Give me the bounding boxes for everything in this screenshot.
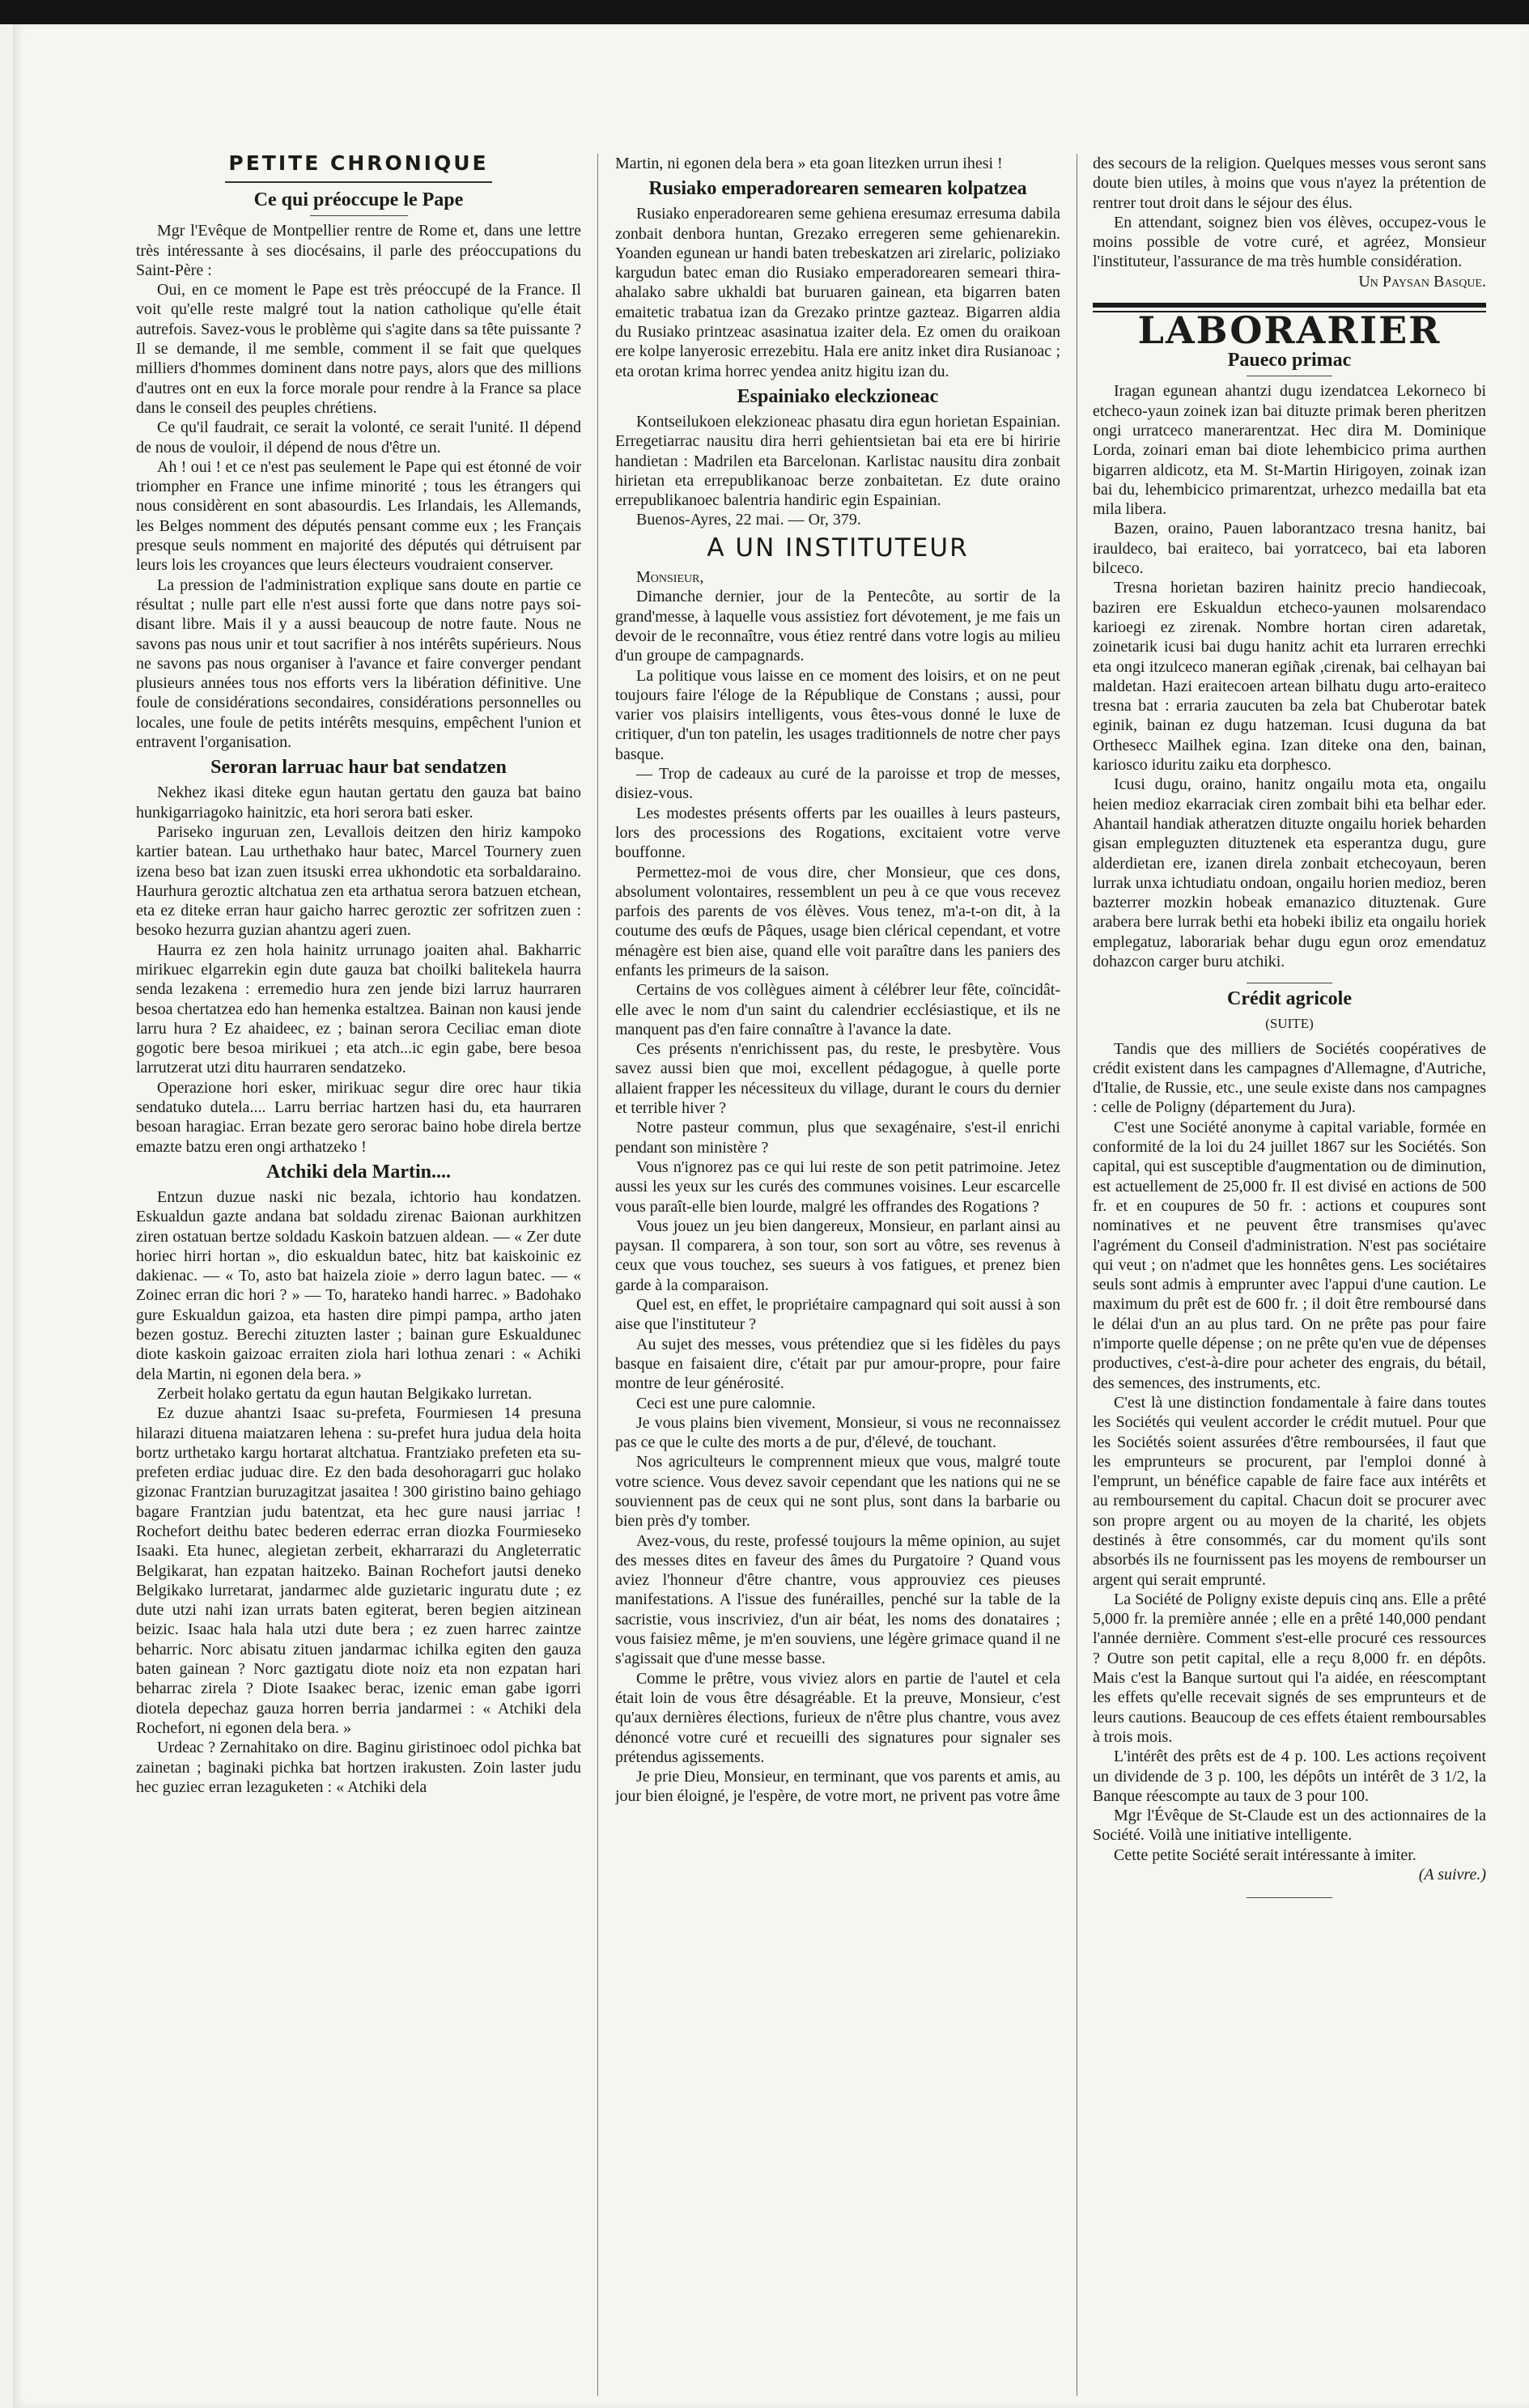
paragraph: L'intérêt des prêts est de 4 p. 100. Les actions reçoivent un dividende de 3 p. 100, les dépôts un intérêt de 3 1/2, la Banque réescompte au taux de 3 pour 100. (1093, 1748, 1486, 1805)
paragraph: Operazione hori esker, mirikuac segur dire orec haur tikia sendatuko dutela.... Larru berriac hartzen hasi du, eta haurraren besoan haragiac. Erran bezate gero serorac baino hobe direla bertze emazte batzu eren ongi arthatzeko ! (136, 1078, 581, 1156)
column-3 (1093, 154, 1486, 2396)
column-1 (136, 154, 581, 2396)
end-rule (1247, 1897, 1333, 1898)
title-rule (310, 215, 408, 216)
paragraph: Zerbeit holako gertatu da egun hautan Belgikako lurretan. (157, 1384, 533, 1403)
paragraph: Comme le prêtre, vous viviez alors en partie de l'autel et cela était loin de vous être désagréable. Et la preuve, Monsieur, c'est qu'aux dernières élections, furieux de n'être plus chantre, vous avez dénoncé votre curé et recueilli des signatures pour signaler ses prétendus agissements. (615, 1669, 1060, 1766)
paragraph: Ce qu'il faudrait, ce serait la volonté, ce serait l'unité. Il dépend de nous de vouloir, il dépend de nous d'être un. (136, 418, 581, 457)
article-title-credit: Crédit agricole (1227, 988, 1352, 1010)
article-subtitle: (SUITE) (1265, 1016, 1314, 1032)
paragraph: La politique vous laisse en ce moment des loisirs, et on ne peut toujours faire l'éloge de la République de Constans ; aussi, pour varier vos plaisirs intelligents, vous êtes-vous donné le luxe de critiquer, d'un ton patelin, les usages traditionnels de notre cher pays basque. (615, 666, 1060, 763)
article-title-instituteur: A UN INSTITUTEUR (707, 533, 969, 563)
paragraph: Nekhez ikasi diteke egun hautan gertatu den gauza bat baino hunkigarriagoko hainitzic, eta hori serora bati esker. (136, 784, 581, 822)
article-title-paueco: Paueco primac (1227, 350, 1352, 372)
heading-rule (225, 181, 492, 183)
article-title-pape: Ce qui préoccupe le Pape (253, 189, 464, 211)
paragraph: Rusiako enperadorearen seme gehiena eresumaz erresuma dabila zonbait denbora huntan, Grezako erregeren seme gehienarekin. Yoanden egunean ur handi baten trebeskatzen ari zirelaric, poliziako kargudun batec eman dio Rusiako emperadorearen semeari thira-ahalako sabre ukhaldi bat buruaren gainean, eta bigarren baten emaitetic trabatua izan da Grezako printze gazteaz. Bigarren aldia du Rusiako printzeac asasinatua izaiter dela. Ez omen du oraikoan ere kolpe lanyerosic errezebitu. Hala ere anitz inket dira Rusianoac ; eta orotan krima horrec yendea anitz higitu izan du. (615, 205, 1060, 380)
column-2 (615, 154, 1060, 2396)
paragraph: Iragan egunean ahantzi dugu izendatcea Lekorneco bi etcheco-yaun zoinek izan bai dituzte primak beren pheritzen ongi urratceco manerarentzat. Hec dira M. Dominique Lorda, zoinari eman bai diote lehembicico prima aurthen bigarren aldicotz, eta M. St-Martin Hirigoyen, zoinak izan bai du, lehembicico primarentzat, urhezco medailla bat eta mila libera. (1093, 382, 1486, 519)
article-title-espainia: Espainiako eleckzioneac (737, 385, 939, 407)
paragraph: Icusi dugu, oraino, hanitz ongailu mota eta, ongailu heien medioz ekarraciak ciren zombait bihi eta belhar eder. Ahantail handiak atheratzen dituzte ongailu horiek beharden gisan empleguzten dituztenek eta esperantza dugu, gure alderdietan ere, izanen direla zonbait etchecoyaun, beren lurrak unxa ichtudiatu ondoan, ongailu horien medioz, beren bazterrer mozkin hobeak emanazico dituztenak. Gure arabera bere lurrak bethi eta hobeki ibiliz eta ongailu horiek emplegatuz, laborariak behar dugu egun oroz emendatuz dohazcon carger buru atchiki. (1093, 775, 1486, 970)
paragraph: Urdeac ? Zernahitako on dire. Baginu giristinoec odol pichka bat zainetan ; baginaki pichka bat hortzen irakusten. Zoin laster judu hec guziec erran lezaguketen : « Atchiki dela (136, 1739, 581, 1796)
top-black-bar (0, 0, 1529, 24)
a-suivre: (A suivre.) (1418, 1866, 1486, 1884)
paragraph: Kontseilukoen elekzioneac phasatu dira egun horietan Espainian. Erregetiarrac nausitu dira herri gehientsietan bai eta ere bi hiririe handietan : Madrilen eta Barcelonan. Karlistac nausitu dira zonbait hirietan eta errepublikanoac berze zonbaitetan. Ez dute oraino errepublikanoec balentria handiric egin Espainian. (615, 412, 1060, 510)
paragraph: Vous n'ignorez pas ce qui lui reste de son petit patrimoine. Jetez aussi les yeux sur les curés des communes voisines. Leur escarcelle vous paraît-elle bien lourde, malgré les offrandes des Rogations ? (615, 1157, 1060, 1216)
paragraph: Entzun duzue naski nic bezala, ichtorio hau kondatzen. Eskualdun gazte andana bat soldadu zirenac Baionan aurkhitzen ziren ostatuan bertze soldadu Kaskoin batzuen aldean. — « Zer dute horiec hirri hortan », dio eskualdun batec, hitz bat kaiskoinic ez dakienac. — « To, asto bat haizela zioie » derro lagun batec. — « Zoinec erran dic hori ? » — To, harateko handi harrec. » Badohako gure Eskualdun gaizoa, eta hasten dire pimpi pampa, artho jaten bezen gostuz. Berechi zituzten laster ; bainan gure Eskualdunec diote kaskoin gaizoac erraiten ziola hari lothua zenari : « Achiki dela Martin, ni egonen dela bera. » (136, 1187, 581, 1383)
paragraph: Nos agriculteurs le comprennent mieux que vous, malgré toute votre science. Vous devez savoir cependant que les nations qui ne se souviennent pas de ceux qui ne sont plus, sont dans la barbarie ou bien près d'y tomber. (615, 1453, 1060, 1531)
paragraph: Dimanche dernier, jour de la Pentecôte, au sortir de la grand'messe, à laquelle vous assistiez fort dévotement, je me fais un devoir de le reconnaître, vous étiez rentré dans votre logis au milieu d'un groupe de campagnards. (615, 588, 1060, 665)
paragraph: La Société de Poligny existe depuis cinq ans. Elle a prêté 5,000 fr. la première année ; elle en a prêté 140,000 pendant l'année dernière. Comment s'est-elle procuré ces ressources ? Outre son petit capital, elle a reçu 8,000 fr. en dépôts. Mais c'est la Banque surtout qui l'a aidée, en réescomptant les effets qu'elle recevait signés de ses emprunteurs et de leurs cautions. Beaucoup de ces effets étaient remboursables à trois mois. (1093, 1590, 1486, 1746)
paragraph: Ceci est une pure calomnie. (636, 1394, 816, 1412)
paragraph: La pression de l'administration explique sans doute en partie ce résultat ; nulle part elle n'est aussi forte que dans notre pays soi-disant libre. Mais il y a aussi beaucoup de notre faute. Nous ne savons pas nous unir et tout sacrifier à nos intérêts supérieurs. Nous ne savons pas nous organiser à l'avance et faire converger pendant plusieurs années tous nos efforts vers la libération définitive. Une foule de considérations secondaires, considérations personnelles ou locales, une foule de petits intérêts mesquins, empêchent l'union et entravent l'organisation. (136, 575, 581, 752)
paragraph: Au sujet des messes, vous prétendiez que si les fidèles du pays basque en faisaient dire, c'était par pur amour-propre, pour faire montre de leur générosité. (615, 1335, 1060, 1393)
paragraph: Ces présents n'enrichissent pas, du reste, le presbytère. Vous savez aussi bien que moi, excellent pédagogue, à quelle porte allaient frapper les nécessiteux du village, durant le cours du dernier et terrible hiver ? (615, 1040, 1060, 1118)
article-title-atchiki: Atchiki dela Martin.... (266, 1161, 451, 1183)
paragraph: Je vous plains bien vivement, Monsieur, si vous ne reconnaissez pas ce que le culte des morts a de pur, d'élevé, de touchant. (615, 1413, 1060, 1452)
paragraph: Certains de vos collègues aiment à célébrer leur fête, coïncidât-elle avec le nom d'un saint du calendrier ecclésiastique, et ils ne manquent pas d'en faire connaître à l'avance la date. (615, 981, 1060, 1038)
paragraph: — Trop de cadeaux au curé de la paroisse et trop de messes, disiez-vous. (615, 765, 1060, 803)
paragraph: C'est là une distinction fondamentale à faire dans toutes les Sociétés qui veulent accorder le crédit mutuel. Pour que les Sociétés soient assurées d'être remboursées, il faut que les emprunteurs se procurent, par l'emploi donné à l'emprunt, un bénéfice capable de faire face aux intérêts et au remboursement du capital. Chacun doit se procurer avec son propre argent ou au moyen de la charité, les objets destinés à être consommés, car du moment qu'ils sont absorbés ils ne fournissent pas les moyens de rembourser un argent qui serait emprunté. (1093, 1393, 1486, 1589)
paragraph: Mgr l'Évêque de St-Claude est un des actionnaires de la Société. Voilà une initiative intelligente. (1093, 1807, 1486, 1845)
paragraph: Quel est, en effet, le propriétaire campagnard qui soit aussi à son aise que l'instituteur ? (615, 1296, 1060, 1334)
signature: Un Paysan Basque. (1358, 272, 1486, 291)
paragraph: C'est une Société anonyme à capital variable, formée en conformité de la loi du 24 juillet 1867 sur les Sociétés. Son capital, qui est susceptible d'augmentation ou de diminution, est actuellement de 25,000 fr. Il est divisé en actions de 500 fr. et en coupures de 50 fr. : actions et coupures sont nominatives et ne peuvent être transmises qu'avec l'agrément du Conseil d'administration. N'est pas sociétaire qui veut ; on n'admet que les honnêtes gens. Les sociétaires seuls sont admis à emprunter avec l'appui d'une caution. Le maximum du prêt est de 600 fr. ; il doit être remboursé dans le délai d'un an au plus tard. On ne prête pas pour faire n'importe quelle dépense ; on ne prête qu'en vue de dépenses productives, c'est-à-dire pour acheter des engrais, du bétail, des semences, des instruments, etc. (1093, 1118, 1486, 1392)
paragraph: Tandis que des milliers de Sociétés coopératives de crédit existent dans les campagnes d'Allemagne, d'Autriche, d'Italie, de Russie, etc., une seule existe dans nos campagnes : celle de Poligny (département du Jura). (1093, 1039, 1486, 1117)
paragraph: Cette petite Société serait intéressante à imiter. (1114, 1845, 1416, 1864)
article-title-seroran: Seroran larruac haur bat sendatzen (210, 757, 507, 779)
paragraph: Permettez-moi de vous dire, cher Monsieur, que ces dons, absolument volontaires, ressemblent un peu à ce que vous recevez parfois des parents de vos élèves. Vous tenez, m'a-t-on dit, à la coutume des œufs de Pâques, usage bien clérical cependant, et votre ménagère est bien aise, quand elle voit paraître dans les paniers des enfants les primeurs de la saison. (615, 863, 1060, 979)
paragraph: Les modestes présents offerts par les ouailles à leurs pasteurs, lors des processions des Rogations, excitaient votre verve bouffonne. (615, 804, 1060, 862)
dateline: Buenos-Ayres, 22 mai. — Or, 379. (636, 511, 861, 529)
article-title-rusiako: Rusiako emperadorearen semearen kolpatzea (648, 178, 1027, 200)
paragraph: Bazen, oraino, Pauen laborantzaco tresna hanitz, bai irauldeco, bai eraiteco, bai yorratceco, bai eta laboren bilceco. (1093, 520, 1486, 578)
salutation: Monsieur, (636, 568, 704, 587)
paragraph: Pariseko inguruan zen, Levallois deitzen den hiriz kampoko kartier batean. Lau urthethako haur batec, Marcel Tournery zuen izena beso bat izan zuen itsuski errea ukhondotic eta sorbaldaraino. Haurhura geroztic altchatua zen eta arthatua serora batzuen etchean, eta ez diteke erran haur gaicho harrec geroztic zer sofritzen zuen : besoko hezurra guzian ahantzu ageri zuen. (136, 822, 581, 940)
paragraph: Ez duzue ahantzi Isaac su-prefeta, Fourmiesen 14 presuna hilarazi dituena maiatzaren lehena : su-prefet hura judua dela hoita bortz urthetako kargu hortarat altchatua. Frantziako prefeten eta su-prefeten erdiac juduac dire. Ez den bada desohoragarri guc holako gizonac Frantzian buruzagitzat jasaitea ! 300 giristino baino gehiago bagare Frantzian judu batentzat, eta hec gure nausi jarriac ! Rochefort deithu batec bederen ederrac erran diozka Fourmieseko Isaaki. Eta hunec, alegietan zerbeit, ekharrarazi du Angleterratic Belgikarat, han ezpatan haitzeko. Bainan Rochefort jautsi deneko Belgikako lurretarat, jandarmec alde guzietaric inguratu dute ; ez dute utzi nahi izan urrats baten egiterat, beren begien aitzinean beizic. Isaac hala hala utzi dute bera ; ez zuen harrec zaintze beharric. Norc abisatu zituen jandarmac ichilka egiten den gauza baten gainean ? Norc gaztigatu diote noiz eta non ezpatan hari beharrac zirela ? Diote Isaakec berac, izenic eman gabe igorri diotela depechaz gauza horren berria jandarmei : « Atchiki dela Rochefort, ni egonen dela bera. » (136, 1404, 581, 1737)
paragraph: Ah ! oui ! et ce n'est pas seulement le Pape qui est étonné de voir triompher en France une infime minorité ; tous les étrangers qui nous considèrent en sont abasourdis. Les Irlandais, les Allemands, les Belges nomment des députés pensant comme eux ; les Français presque seuls nomment en majorité des députés qui détruisent par leurs lois les croyances que leurs électeurs voudraient conserver. (136, 457, 581, 575)
paragraph: Mgr l'Evêque de Montpellier rentre de Rome et, dans une lettre très intéressante à ses diocésains, il parle des préoccupations du Saint-Père : (136, 222, 581, 279)
section-rule-heavy (1093, 303, 1486, 308)
paragraph: Notre pasteur commun, plus que sexagénaire, s'est-il enrichi pendant son ministère ? (615, 1119, 1060, 1157)
laborarier-heading: LABORARIER (1137, 308, 1442, 353)
paragraph: Haurra ez zen hola hainitz urrunago joaiten ahal. Bakharric mirikuec elgarrekin egin dute gauza bat choilki balitekela haurra senda lezakena : erremedio hura zen jende bizi larruz haurraren besoa chertatzea edo han hemenka estaltzea. Bainan non kausi jende larru hura ? Ez ahaideec, ez ; bainan serora Ceciliac eman diote gogotic bere besoa mirikuei ; eta atch...ic egin gabe, bere besoa larrutzerat utzi ditu haurraren sendatzeko. (136, 941, 581, 1077)
paragraph: Je prie Dieu, Monsieur, en terminant, que vos parents et amis, au jour bien éloigné, je l'espère, de votre mort, ne privent pas votre âme (615, 1768, 1060, 1806)
paragraph: Oui, en ce moment le Pape est très préoccupé de la France. Il voit qu'elle reste malgré tout la nation catholique qu'elle était autrefois. Savez-vous le problème qui s'agite dans sa tête puissante ? Il se demande, il me semble, comment il se fait que quelques milliers d'hommes dominent dans notre pays, alors que des millions d'autres ont en eux la force morale pour rendre à la France sa place dans le conseil des peuples chrétiens. (136, 281, 581, 417)
paragraph: Tresna horietan baziren hainitz precio handiecoak, baziren ere Eskualdun etcheco-yaunen molsarendaco karioegi ez zirenak. Nombre hortan ciren adaretak, zoinetarik icusi bai dugu hanitz achit eta lurraren errechki eta ongi itzulceco maneran egiñak ,cirenak, bai celhayan bai maldetan. Hazi eraitecoen artean bilhatu dugu arto-eraiteco tresna bat : erraria zaucuten ba zela bat Chuberotar batek eginik, bainan ez dugu hatzeman. Icusi duguna da bat Orthesecc Mailhek egina. Izan diteke ona den, bainan, kariosco iduritu zaiku eta dorphesco. (1093, 579, 1486, 775)
paragraph: Vous jouez un jeu bien dangereux, Monsieur, en parlant ainsi au paysan. Il comparera, à son tour, son sort au vôtre, ses revenus à ceux que vous touchez, ses sueurs à vos fatigues, et prenez bien garde à la comparaison. (615, 1217, 1060, 1294)
paragraph: En attendant, soignez bien vos élèves, occupez-vous le moins possible de votre curé, et agréez, Monsieur l'instituteur, l'assurance de ma très humble considération. (1093, 213, 1486, 271)
paragraph: Avez-vous, du reste, professé toujours la même opinion, au sujet des messes dites en faveur des âmes du Purgatoire ? Quand vous aviez l'honneur d'être chantre, vous approuviez ces pieuses manifestations. A l'issue des funérailles, penché sur la table de la sacristie, vous inscriviez, d'un air béat, les noms des donataires ; vous faisiez même, je m'en souviens, une légère grimace quand il ne s'agissait que d'une messe basse. (615, 1531, 1060, 1668)
petite-chronique-heading: PETITE CHRONIQUE (228, 154, 489, 175)
continued-text: des secours de la religion. Quelques messes vous seront sans doute bien utiles, à moins que vous n'ayez la prétention de rentrer tout droit dans le séjour des élus. (1093, 155, 1486, 212)
continued-text: Martin, ni egonen dela bera » eta goan litezken urrun ihesi ! (615, 155, 1003, 172)
column-divider-1 (597, 154, 598, 2396)
